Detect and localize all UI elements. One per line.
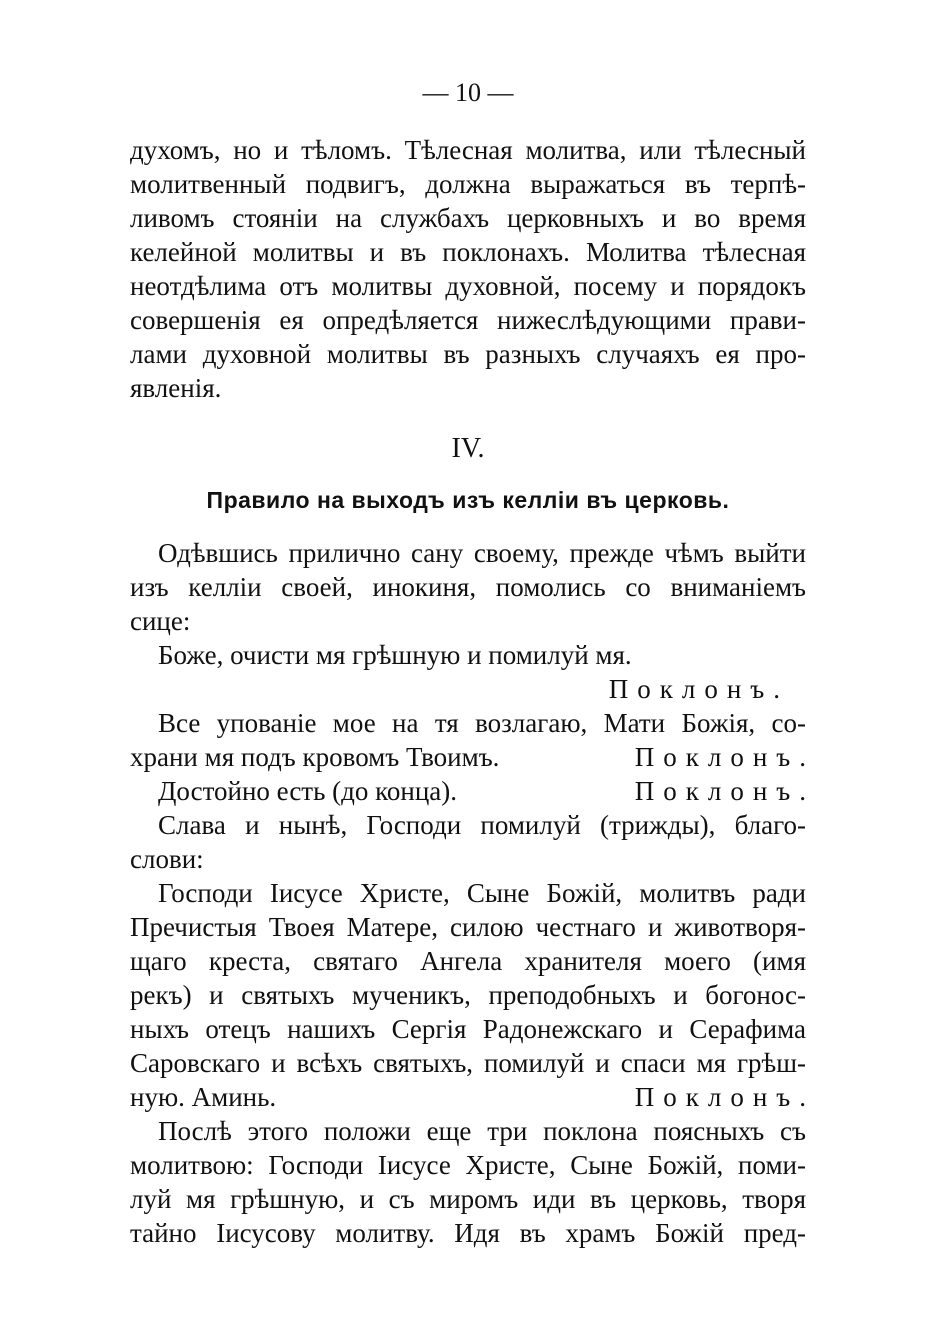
prayer-line: Господи Іисусе Христе, Сыне Божій, молитвъ ради [158,878,806,908]
paragraph-line: лами духовной молитвы въ разныхъ случаяхъ ея про- [130,339,806,369]
paragraph-line: изъ келліи своей, инокиня, помолись со вниманіемъ [130,572,806,602]
prayer-line: слови: [130,844,204,874]
bow-instruction: Поклонъ. [634,776,815,806]
section-number: IV. [451,433,485,464]
prayer-line: Саровскаго и всѣхъ святыхъ, помилуй и спаси мя грѣш- [130,1048,806,1078]
paragraph-line: Послѣ этого положи еще три поклона поясныхъ съ [158,1116,806,1146]
prayer-line: Пречистыя Твоея Матере, силою честнаго и животворя- [130,912,806,942]
prayer-line-with-bow [158,774,815,808]
paragraph-line: молитвою: Господи Іисусе Христе, Сыне Божій, поми- [130,1150,806,1180]
paragraph-line: ливомъ стояніи на службахъ церковныхъ и во время [130,203,806,233]
prayer-text: ную. Аминь. [130,1082,277,1112]
prayer-text: храни мя подъ кровомъ Твоимъ. [130,742,500,772]
paragraph-line: келейной молитвы и въ поклонахъ. Молитва тѣлесная [130,237,806,267]
paragraph-line: сице: [130,606,191,636]
paragraph-line: явленія. [130,373,222,403]
bow-instruction: Поклонъ. [608,674,789,704]
prayer-line-with-bow [130,740,815,774]
paragraph-line: тайно Іисусову молитву. Идя въ храмъ Божій пред- [130,1218,806,1248]
bow-instruction: Поклонъ. [634,742,815,772]
prayer-line: Все упованіе мое на тя возлагаю, Мати Божія, со- [158,708,806,738]
page-number: — 10 — [422,78,514,107]
paragraph-line: молитвенный подвигъ, должна выражаться въ терпѣ- [130,169,806,199]
prayer-line: рекъ) и святыхъ мученикъ, преподобныхъ и богонос- [130,980,806,1010]
paragraph-line: неотдѣлима отъ молитвы духовной, посему и порядокъ [130,271,806,301]
prayer-line-with-bow [130,1080,815,1114]
prayer-line: щаго креста, святаго Ангела хранителя моего (имя [130,946,806,976]
paragraph-line: духомъ, но и тѣломъ. Тѣлесная молитва, или тѣлесный [130,135,806,165]
prayer-line: ныхъ отецъ нашихъ Сергія Радонежскаго и Серафима [130,1014,806,1044]
bow-instruction: Поклонъ. [634,1082,815,1112]
paragraph-line: луй мя грѣшную, и съ миромъ иди въ церковь, творя [130,1184,806,1214]
prayer-text: Достойно есть (до конца). [158,776,458,806]
paragraph-line: совершенія ея опредѣляется нижеслѣдующими прави- [130,305,806,335]
prayer-line: Слава и нынѣ, Господи помилуй (трижды), благо- [158,810,806,840]
section-heading: Правило на выходъ изъ келліи въ церковь. [206,487,730,513]
prayer-line: Боже, очисти мя грѣшную и помилуй мя. [158,640,632,670]
paragraph-line: Одѣвшись прилично сану своему, прежде чѣмъ выйти [158,538,806,568]
